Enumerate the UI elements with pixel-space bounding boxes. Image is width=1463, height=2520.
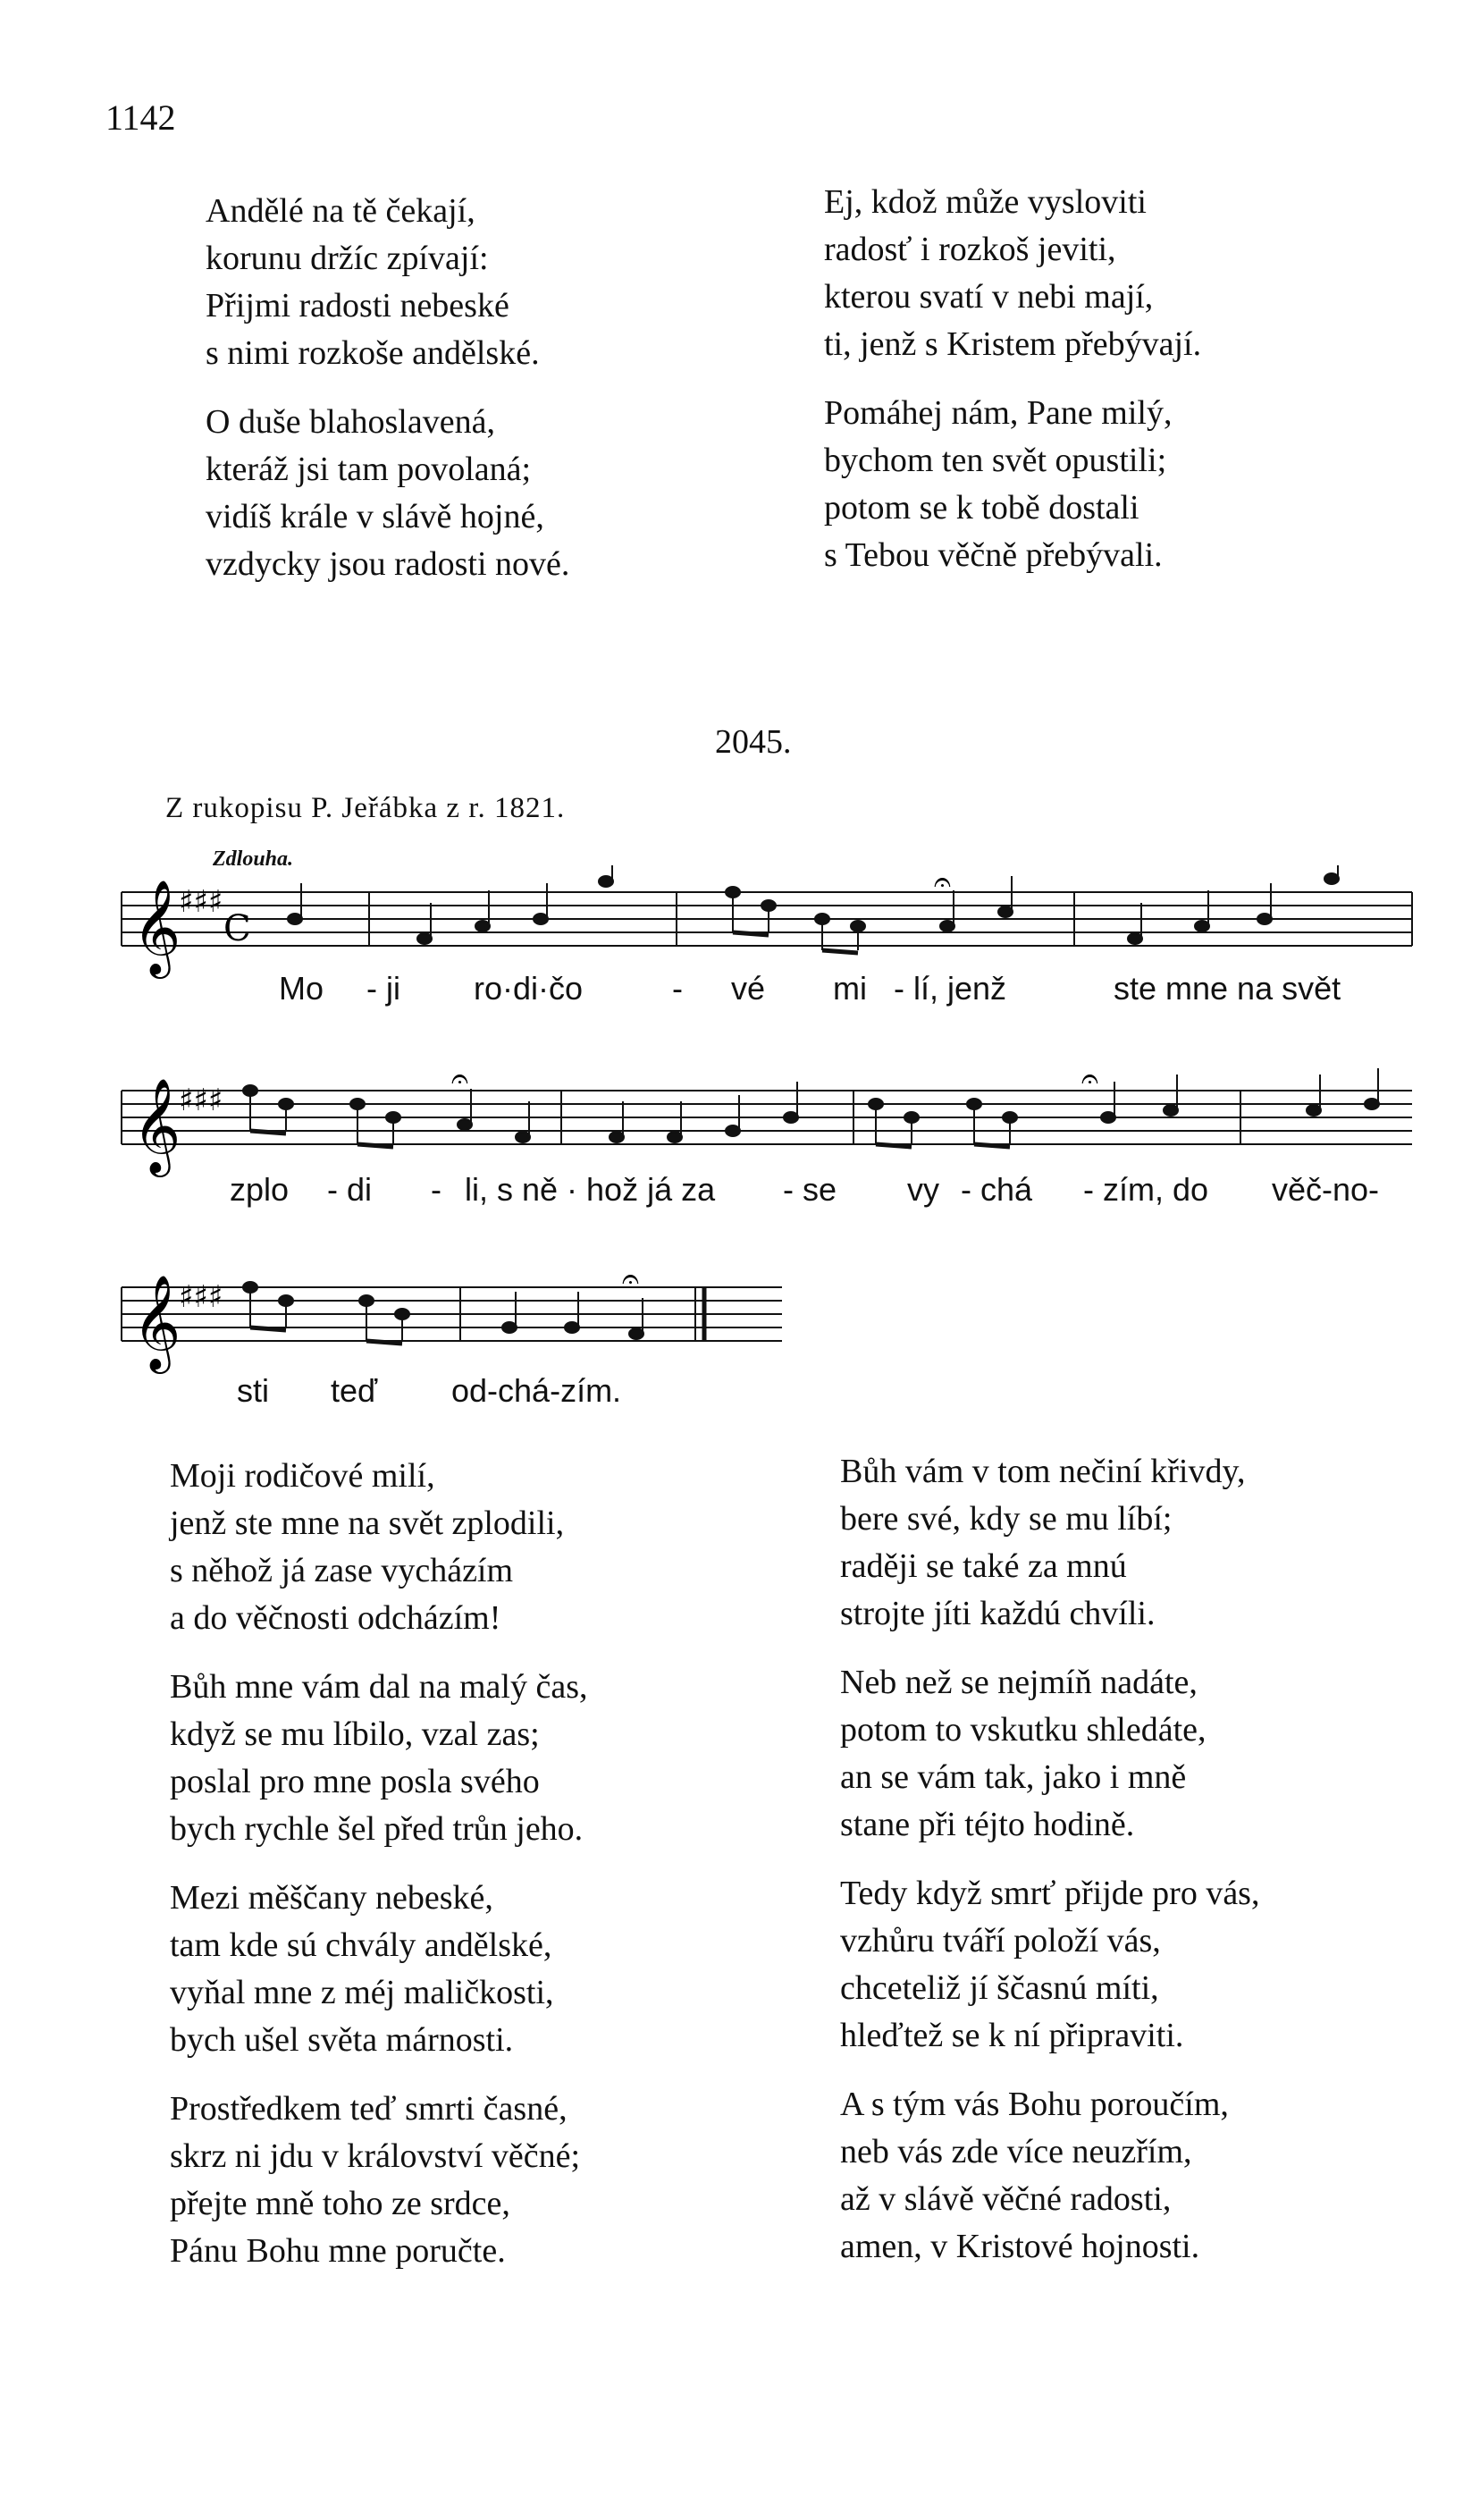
verse-line: kterou svatí v nebi mají,: [824, 278, 1154, 316]
verse-line: amen, v Kristové hojnosti.: [840, 2228, 1200, 2265]
lyric-syllable: věč-no-: [1272, 1171, 1380, 1208]
treble-clef-icon: 𝄞: [132, 1077, 181, 1173]
stanza: [170, 1453, 588, 1642]
verse-line: poslal pro mne posla svého: [170, 1763, 540, 1800]
verse-line: neb vás zde více neuzřím,: [840, 2133, 1192, 2170]
notes: [288, 865, 1339, 953]
verse-line: korunu držíc zpívají:: [206, 240, 489, 277]
stanza: [840, 1870, 1259, 2060]
key-signature-icon: ♯♯♯: [179, 884, 223, 920]
tempo-marking: Zdlouha.: [213, 847, 294, 871]
treble-clef-icon: 𝄞: [132, 1274, 181, 1370]
key-signature-icon: ♯♯♯: [179, 1279, 223, 1315]
lyric-syllable: - zím, do: [1083, 1171, 1209, 1208]
verse-line: vidíš krále v slávě hojné,: [206, 498, 544, 535]
fermata-icon: 𝄐: [934, 865, 951, 900]
verse-line: radosť i rozkoš jeviti,: [824, 231, 1116, 268]
lyric-syllable: -: [431, 1171, 441, 1208]
verse-line: bych ušel světa márnosti.: [170, 2021, 514, 2059]
lyric-syllable: vé: [731, 970, 766, 1007]
verse-line: skrz ni jdu v království věčné;: [170, 2137, 581, 2175]
verse-line: když se mu líbilo, vzal zas;: [170, 1715, 540, 1753]
verse-line: potom se k tobě dostali: [824, 489, 1139, 527]
lyric-syllable: - lí, jenž: [894, 970, 1007, 1007]
verse-line: Moji rodičové milí,: [170, 1457, 435, 1495]
lyric-syllable: mi: [833, 970, 867, 1007]
key-signature-icon: ♯♯♯: [179, 1083, 223, 1118]
verse-line: vyňal mne z méj maličkosti,: [170, 1974, 554, 2011]
lyrics-row-2: [0, 1171, 1463, 1216]
verse-line: Bůh vám v tom nečiní křivdy,: [840, 1453, 1246, 1490]
verse-line: s Tebou věčně přebývali.: [824, 536, 1163, 574]
lyric-syllable: li, s ně · hož já za: [465, 1171, 716, 1208]
lyric-syllable: vy: [907, 1171, 939, 1208]
verse-line: vzhůru tváří položí vás,: [840, 1922, 1161, 1960]
fermata-icon: 𝄐: [451, 1064, 468, 1097]
verse-line: bere své, kdy se mu líbí;: [840, 1500, 1173, 1538]
stanza: [840, 2081, 1259, 2271]
verse-line: Mezi měščany nebeské,: [170, 1879, 493, 1917]
verse-line: Prostředkem teď smrti časné,: [170, 2090, 568, 2128]
stanza: [840, 1659, 1259, 1849]
lyrics-row-1: [0, 970, 1463, 1015]
lyric-syllable: - ji: [366, 970, 400, 1007]
song-right-column: [840, 1448, 1259, 2292]
stanza: [170, 1875, 588, 2064]
page-number: 1142: [105, 97, 176, 138]
stanza: [170, 2086, 588, 2275]
verse-line: tam kde sú chvály andělské,: [170, 1926, 552, 1964]
verse-line: Pánu Bohu mne poručte.: [170, 2232, 506, 2270]
music-staff-2: [116, 1064, 1421, 1180]
verse-line: hleďtež se k ní připraviti.: [840, 2017, 1184, 2054]
lyric-syllable: - chá: [961, 1171, 1033, 1208]
verse-line: O duše blahoslavená,: [206, 403, 495, 441]
verse-line: ti, jenž s Kristem přebývají.: [824, 325, 1202, 363]
lyrics-row-3: [0, 1372, 1463, 1417]
lyric-syllable: - se: [783, 1171, 837, 1208]
lyric-syllable: teď: [331, 1372, 378, 1409]
verse-line: Ej, kdož může vysloviti: [824, 183, 1147, 221]
stanza: [206, 188, 569, 377]
stanza: [170, 1664, 588, 1853]
song-left-column: [170, 1453, 588, 2297]
verse-line: A s tým vás Bohu poroučím,: [840, 2086, 1229, 2123]
verse-line: Andělé na tě čekají,: [206, 192, 475, 230]
verse-line: s nimi rozkoše andělské.: [206, 334, 540, 372]
song-number: 2045.: [715, 723, 792, 761]
verse-line: Bůh mne vám dal na malý čas,: [170, 1668, 588, 1706]
verse-line: kteráž jsi tam povolaná;: [206, 451, 532, 488]
lyric-syllable: sti: [237, 1372, 269, 1409]
verse-line: jenž ste mne na svět zplodili,: [170, 1504, 565, 1542]
lyric-syllable: ste mne na svět: [1114, 970, 1341, 1007]
notes: [243, 1068, 1379, 1147]
stanza: [840, 1448, 1259, 1638]
prev-song-right-column: [824, 179, 1201, 601]
music-staff-1: [116, 865, 1421, 982]
stanza: [824, 390, 1201, 579]
song-source: Z rukopisu P. Jeřábka z r. 1821.: [165, 792, 566, 824]
verse-line: bychom ten svět opustili;: [824, 442, 1167, 479]
verse-line: přejte mně toho ze srdce,: [170, 2185, 510, 2222]
prev-song-left-column: [206, 188, 569, 610]
lyric-syllable: -: [672, 970, 683, 1007]
time-signature: C: [223, 908, 251, 949]
treble-clef-icon: 𝄞: [132, 879, 181, 974]
notes: [243, 1282, 643, 1344]
verse-line: strojte jíti každú chvíli.: [840, 1595, 1156, 1632]
verse-line: stane při téjto hodině.: [840, 1806, 1135, 1843]
music-staff-3: [116, 1260, 795, 1377]
verse-line: a do věčnosti odcházím!: [170, 1599, 501, 1637]
verse-line: Tedy když smrť přijde pro vás,: [840, 1875, 1260, 1912]
staff-lines: [122, 1091, 1412, 1144]
lyric-syllable: zplo: [230, 1171, 290, 1208]
verse-line: Přijmi radosti nebeské: [206, 287, 509, 324]
verse-line: raději se také za mnú: [840, 1547, 1127, 1585]
verse-line: až v slávě věčné radosti,: [840, 2180, 1172, 2218]
verse-line: Pomáhej nám, Pane milý,: [824, 394, 1173, 432]
verse-line: chceteliž jí ščasnú míti,: [840, 1969, 1159, 2007]
stanza: [824, 179, 1201, 368]
verse-line: Neb než se nejmíň nadáte,: [840, 1664, 1198, 1701]
fermata-icon: 𝄐: [1081, 1064, 1098, 1097]
lyric-syllable: - di: [327, 1171, 373, 1208]
verse-line: s něhož já zase vycházím: [170, 1552, 514, 1589]
verse-line: bych rychle šel před trůn jeho.: [170, 1810, 584, 1848]
verse-line: vzdycky jsou radosti nové.: [206, 545, 570, 583]
lyric-syllable: ro·di·čo: [474, 970, 584, 1007]
stanza: [206, 399, 569, 588]
verse-line: potom to vskutku shledáte,: [840, 1711, 1207, 1749]
lyric-syllable: Mo: [279, 970, 324, 1007]
fermata-icon: 𝄐: [622, 1261, 639, 1297]
verse-line: an se vám tak, jako i mně: [840, 1758, 1187, 1796]
lyric-syllable: od-chá-zím.: [451, 1372, 622, 1409]
